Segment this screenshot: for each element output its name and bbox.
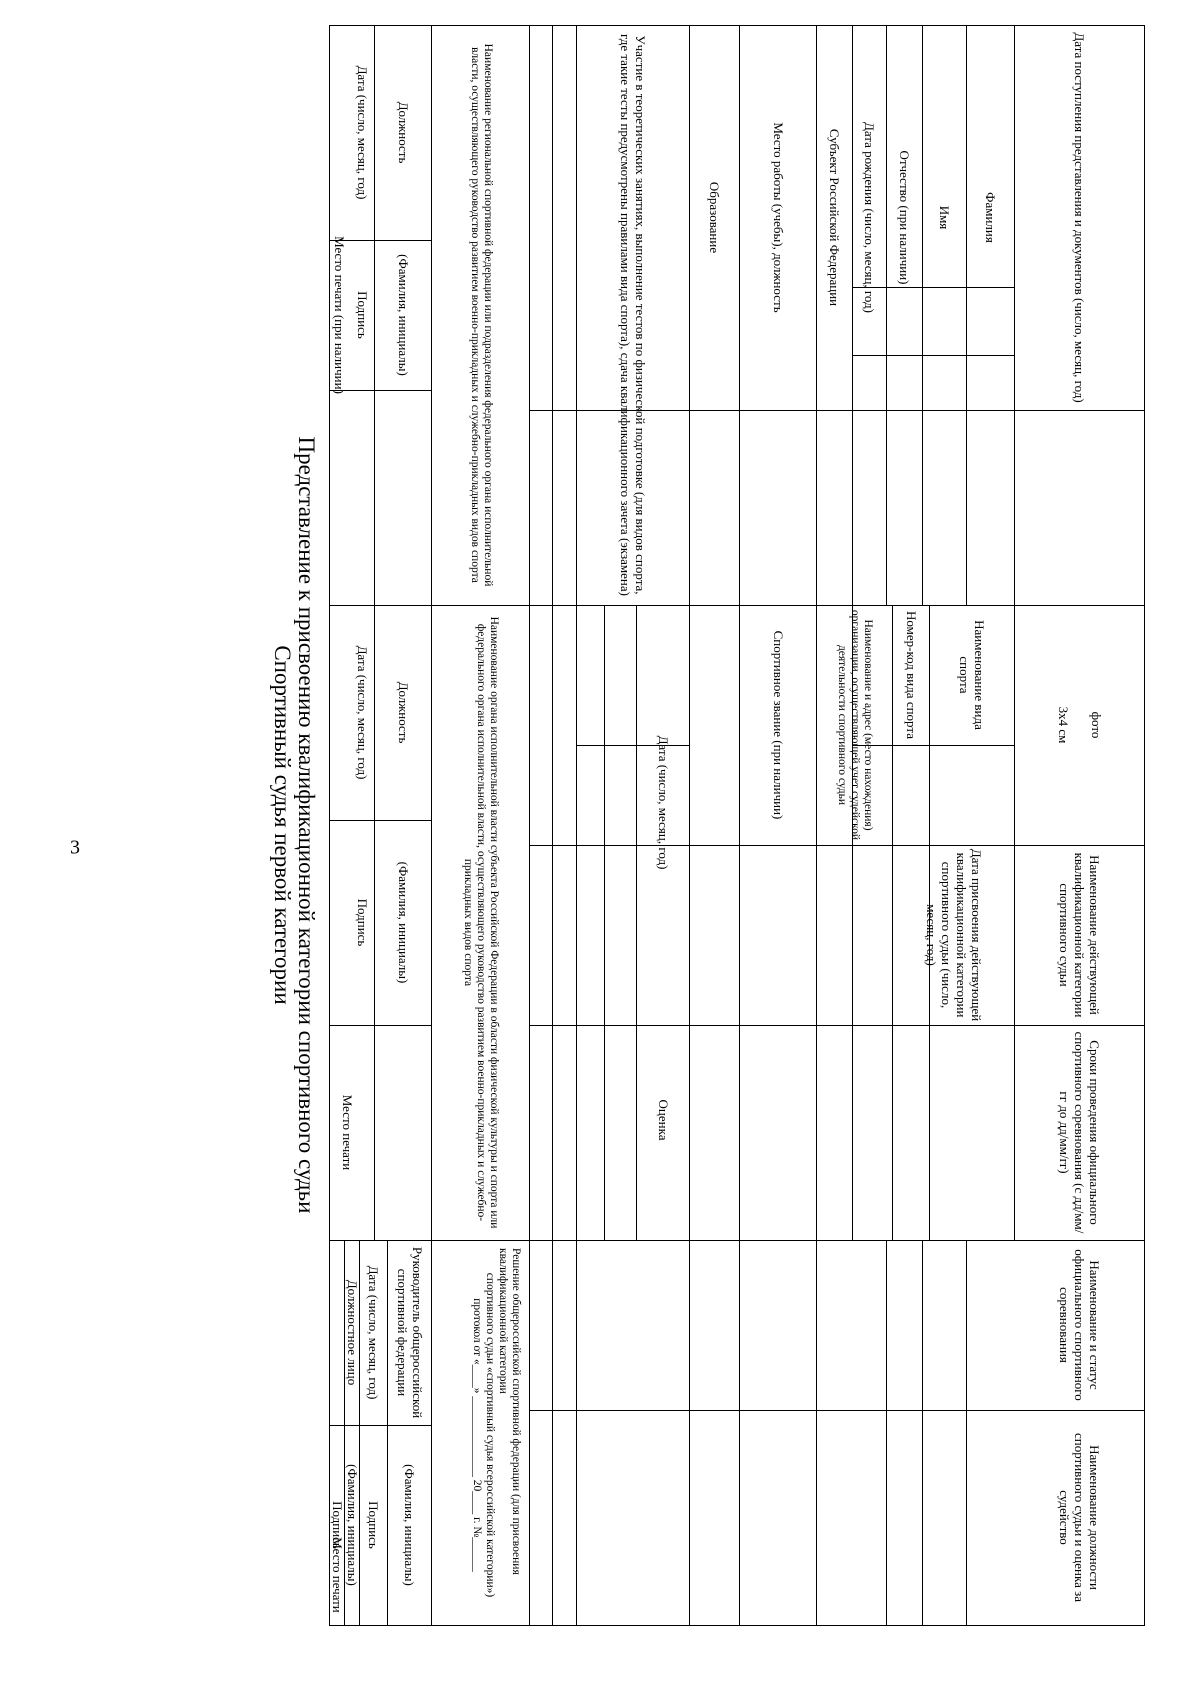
decision-protocol-line: протокол от «____» ______________ 20____ г. №______ bbox=[471, 1298, 483, 1572]
name-label: Имя bbox=[937, 205, 953, 230]
current-category-header: Наименование действующей квалификационной категории спортивного судьи bbox=[1057, 852, 1103, 1018]
fio-label-4: (Фамилия, инициалы) bbox=[345, 1464, 360, 1586]
federation-head-label: Руководитель общероссийской спортивной федерации bbox=[395, 1246, 425, 1419]
page-number: 3 bbox=[70, 836, 80, 859]
date-label-3: Дата (число, месяц, год) bbox=[366, 1265, 382, 1400]
photo-placeholder bbox=[1015, 605, 1145, 845]
judge-position-header: Наименование должности спортивного судьи и оценка за судейство bbox=[1057, 1432, 1103, 1602]
sport-title-label: Спортивное звание (при наличии) bbox=[771, 630, 786, 820]
sport-code-label: Номер-код вида спорта bbox=[904, 610, 919, 739]
fio-label-1: (Фамилия, инициалы) bbox=[396, 254, 411, 376]
federation-decision bbox=[432, 1245, 530, 1625]
executive-body-label: Наименование органа исполнительной власти субъекта Российской Федерации в области физической культуры и спорта или федерального органа исполнительной власти, осуществляющего руководство развитием военно-прикладных и служебно-прикладных видов спорта bbox=[462, 616, 501, 1229]
fio-label-2: (Фамилия, инициалы) bbox=[396, 861, 411, 984]
tests-label: Участие в теоретических занятиях, выполнение тестов по физической подготовке (для видов спорта, где такие тесты предусмотрены правилами вида спорта), сдача квалификационного зачета (экзамена) bbox=[618, 34, 649, 596]
date-label-1: Дата (число, месяц, год) bbox=[355, 65, 370, 200]
form-subtitle: Спортивный судья первой категории bbox=[270, 645, 295, 1005]
category-date-label: Дата присвоения действующей квалификационной категории спортивного судьи (число, месяц, год) bbox=[924, 848, 984, 1022]
signature-label-1: Подпись bbox=[355, 291, 370, 339]
submission-form-table bbox=[330, 25, 1145, 1625]
competition-name-header: Наименование и статус официального спортивного соревнования bbox=[1057, 1249, 1103, 1401]
workplace-label: Место работы (учебы), должность bbox=[771, 122, 786, 313]
position-label-1: Должность bbox=[396, 101, 411, 164]
patronymic-label: Отчество (при наличии) bbox=[897, 150, 913, 285]
surname-label: Фамилия bbox=[983, 192, 999, 243]
test-date-label: Дата (число, месяц, год) bbox=[656, 735, 671, 870]
stamp-label-2: Место печати bbox=[330, 1537, 345, 1613]
education-label: Образование bbox=[707, 181, 723, 254]
form-title: Представление к присвоению квалификационной категории спортивного судьи bbox=[294, 436, 319, 1214]
rotated-form-page bbox=[190, 25, 1145, 1625]
position-label-2: Должность bbox=[396, 681, 411, 744]
grade-label: Оценка bbox=[656, 1099, 671, 1141]
decision-line-1: Решение общероссийской спортивной федерации (для присвоения квалификационной категории bbox=[497, 1248, 522, 1575]
official-label: Должностное лицо bbox=[345, 1279, 360, 1386]
regional-federation-label: Наименование региональной спортивной федерации или подразделения федерального органа исполнительной власти, осуществляющего руководство развитием военно-прикладных и служебно-прикладных видов спорта bbox=[469, 43, 494, 587]
photo-label: фото bbox=[1089, 711, 1104, 739]
region-label: Субъект Российской Федерации bbox=[827, 128, 843, 307]
fio-label-3: (Фамилия, инициалы) bbox=[402, 1464, 418, 1586]
date-received-header: Дата поступления представления и документов (число, месяц, год) bbox=[1072, 32, 1088, 403]
birth-date-label: Дата рождения (число, месяц, год) bbox=[862, 121, 878, 314]
competition-dates-header: Сроки проведения официального спортивного соревнования (с дд/мм/гг до дд/мм/гг) bbox=[1057, 1031, 1103, 1234]
signature-label-3: Подпись bbox=[366, 1501, 382, 1549]
signature-label-2: Подпись bbox=[355, 898, 370, 947]
photo-size-label: 3х4 см bbox=[1056, 706, 1071, 744]
date-label-2: Дата (число, месяц, год) bbox=[355, 645, 370, 780]
stamp-optional-label: Место печати (при наличии) bbox=[332, 236, 348, 394]
organization-label: Наименование и адрес (место нахождения) организации, осуществляющей учет судейской деятельности спортивного судьи bbox=[836, 609, 875, 841]
sport-name-label: Наименование вида спорта bbox=[957, 620, 988, 730]
signature-label-4: Подпись bbox=[330, 1501, 345, 1549]
decision-line-2: спортивного судьи «спортивный судья всероссийской категории») bbox=[484, 1272, 496, 1598]
stamp-label-1: Место печати bbox=[340, 1094, 355, 1171]
